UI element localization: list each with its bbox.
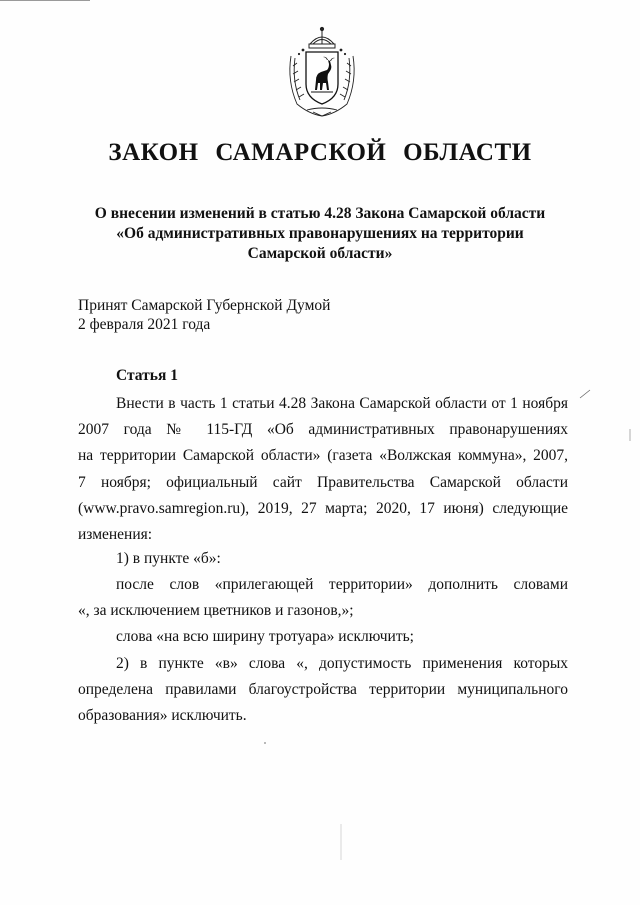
paragraph-line: образования» исключить. xyxy=(78,707,247,725)
adoption-info xyxy=(78,296,330,334)
item-2-paragraph xyxy=(78,651,568,730)
paragraph-line: 1) в пункте «б»: xyxy=(116,550,221,567)
paragraph-line: 2) в пункте «в» слова «, допустимость применения которых xyxy=(116,655,568,672)
item-1-addition-paragraph xyxy=(78,572,568,624)
adoption-date: 2 февраля 2021 года xyxy=(78,316,211,333)
law-subtitle-line: «Об административных правонарушениях на территории xyxy=(116,225,524,242)
scan-speck xyxy=(578,388,592,400)
paragraph-line: 2007 года № 115-ГД «Об административных правонарушениях xyxy=(78,421,568,439)
paragraph-line: (www.pravo.samregion.ru), 2019, 27 марта; 2020, 17 июня) следующие xyxy=(78,499,568,517)
samara-coat-of-arms-icon xyxy=(283,26,361,118)
scan-speck xyxy=(338,822,344,862)
scan-speck xyxy=(262,740,268,746)
article-heading: Статья 1 xyxy=(116,367,178,384)
paragraph-line: определена правилами благоустройства территории муниципального xyxy=(78,681,568,699)
paragraph-line: изменения: xyxy=(78,526,153,544)
paragraph-line: 7 ноября; официальный сайт Правительства Самарской области xyxy=(78,473,568,491)
scan-speck xyxy=(626,428,634,442)
paragraph-line: слова «на всю ширину тротуара» исключить; xyxy=(116,628,414,645)
article-intro-paragraph xyxy=(78,391,568,548)
paragraph-line: на территории Самарской области» (газета «Волжская коммуна», 2007, xyxy=(78,447,568,465)
law-subtitle-line: Самарской области» xyxy=(247,245,393,262)
law-subtitle xyxy=(70,204,570,264)
law-title: ЗАКОН САМАРСКОЙ ОБЛАСТИ xyxy=(108,139,532,166)
item-1-deletion-paragraph xyxy=(78,624,568,650)
law-subtitle-line: О внесении изменений в статью 4.28 Закона Самарской области xyxy=(94,205,546,222)
paragraph-line: Внести в часть 1 статьи 4.28 Закона Самарской области от 1 ноября xyxy=(116,395,568,412)
item-1-paragraph xyxy=(78,546,568,572)
paragraph-line: после слов «прилегающей территории» дополнить словами xyxy=(116,576,568,593)
scan-edge-mark xyxy=(0,0,90,7)
paragraph-line: «, за исключением цветников и газонов,»; xyxy=(78,602,354,620)
adoption-body: Принят Самарской Губернской Думой xyxy=(78,297,331,314)
